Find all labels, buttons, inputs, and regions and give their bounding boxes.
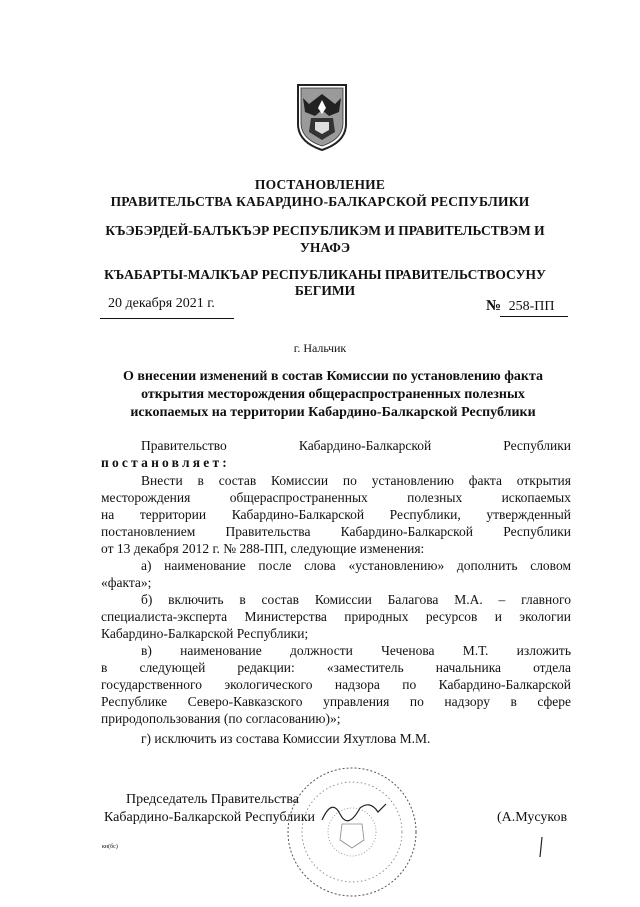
- body-line: в) наименование должности Чеченова М.Т. изложить: [141, 643, 571, 658]
- body-line: б) включить в состав Комиссии Балагова М.А. – главного: [141, 592, 571, 607]
- body-line: Внести в состав Комиссии по установлению факта открытия: [141, 473, 571, 488]
- signatory-position: Председатель Правительства: [126, 792, 299, 807]
- body-line: природопользования (по согласованию)»;: [101, 711, 341, 726]
- body-line: а) наименование после слова «установлению» дополнить словом: [141, 558, 571, 573]
- signatory-name: (А.Мусуков: [497, 810, 568, 825]
- city: г. Нальчик: [293, 341, 347, 355]
- body-line: Правительство Кабардино-Балкарской Республики: [141, 438, 571, 453]
- number-underline: [500, 316, 568, 317]
- body-line: постановлением Правительства Кабардино-Балкарской Республики: [101, 524, 571, 539]
- body-line: Республике Северо-Кавказского управления по надзору в сфере: [101, 694, 571, 709]
- body-line: государственного экологического надзора по Кабардино-Балкарской: [101, 677, 571, 692]
- body-line: на территории Кабардино-Балкарской Республики, утвержденный: [101, 507, 571, 522]
- handwritten-signature: [320, 790, 390, 830]
- authority-ru: ПРАВИТЕЛЬСТВА КАБАРДИНО-БАЛКАРСКОЙ РЕСПУБЛИКИ: [110, 194, 530, 209]
- number-label: №: [486, 298, 502, 314]
- document-date: 20 декабря 2021 г.: [108, 296, 215, 311]
- body-line: специалиста-эксперта Министерства природных ресурсов и экологии: [101, 609, 571, 624]
- body-line: от 13 декабря 2012 г. № 288-ПП, следующие изменения:: [101, 541, 425, 556]
- body-line: месторождения общераспространенных полезных ископаемых: [101, 490, 571, 505]
- title-line: О внесении изменений в состав Комиссии по установлению факта: [122, 369, 544, 384]
- body-line: в следующей редакции: «заместитель начальника отдела: [101, 660, 571, 675]
- body-line: г) исключить из состава Комиссии Яхутлова М.М.: [141, 731, 431, 746]
- date-underline: [100, 318, 234, 319]
- coat-of-arms-emblem: [295, 82, 349, 152]
- authority-kbd-line1: КЪЭБЭРДЕЙ-БАЛЪКЪЭР РЕСПУБЛИКЭМ И ПРАВИТЕЛЬСТВЭМ И: [105, 223, 545, 238]
- document-title: [108, 368, 558, 422]
- body-line: «факта»;: [101, 575, 152, 590]
- document-type: ПОСТАНОВЛЕНИЕ: [254, 177, 386, 192]
- document-number: 258-ПП: [508, 299, 555, 314]
- official-stamp: [282, 762, 422, 902]
- authority-krc-line1: КЪАБАРТЫ-МАЛКЪАР РЕСПУБЛИКАНЫ ПРАВИТЕЛЬСТВОСУНУ: [104, 267, 546, 282]
- authority-krc-line2: БЕГИМИ: [294, 283, 356, 298]
- title-line: открытия месторождения общераспространенных полезных: [141, 387, 525, 402]
- body-line: Кабардино-Балкарской Республики;: [101, 626, 309, 641]
- document-number-block: [486, 298, 554, 315]
- signatory-position: Кабардино-Балкарской Республики: [104, 810, 315, 825]
- executor-mark: кн(бс): [102, 844, 118, 850]
- title-line: ископаемых на территории Кабардино-Балкарской Республики: [130, 405, 536, 420]
- signature-stroke: [538, 836, 544, 858]
- body-line-decision: постановляет:: [101, 455, 230, 470]
- authority-kbd-line2: УНАФЭ: [299, 240, 351, 255]
